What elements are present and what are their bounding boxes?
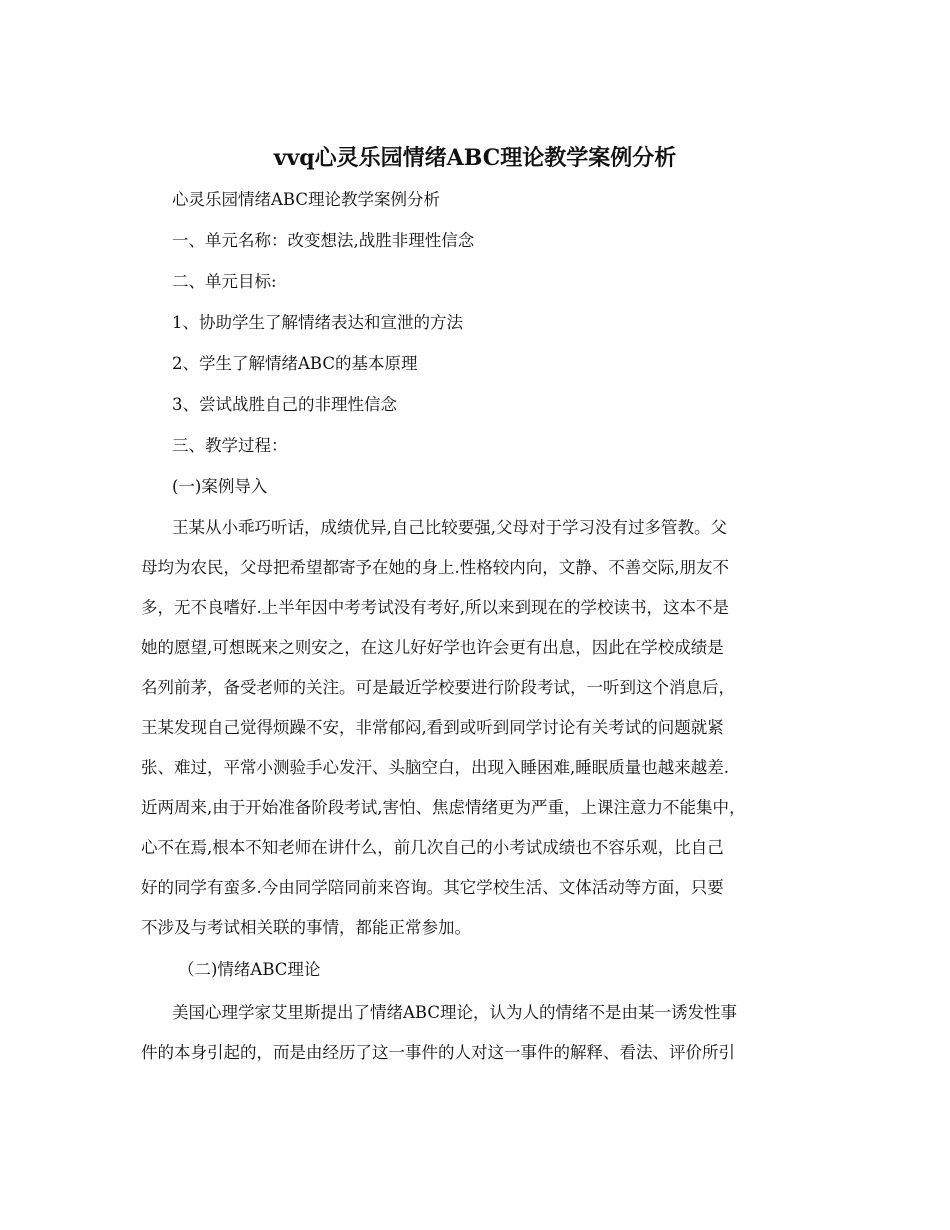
unit-name: 一、单元名称：改变想法,战胜非理性信念	[172, 231, 475, 250]
case-paragraph-line: 王某从小乖巧听话，成绩优异,自己比较要强,父母对于学习没有过多管教。父	[172, 518, 727, 537]
goal-item: 3、尝试战胜自己的非理性信念	[172, 395, 397, 414]
theory-paragraph-line: 件的本身引起的，而是由经历了这一事件的人对这一事件的解释、看法、评价所引	[141, 1043, 735, 1062]
case-paragraph-line: 她的愿望,可想既来之则安之，在这儿好好学也许会更有出息，因此在学校成绩是	[141, 638, 724, 657]
case-paragraph-line: 不涉及与考试相关联的事情，都能正常参加。	[141, 918, 471, 937]
goal-item: 2、学生了解情绪ABC的基本原理	[172, 354, 418, 373]
section-heading-case: (一)案例导入	[172, 477, 268, 496]
section-heading-theory: （二)情绪ABC理论	[178, 960, 321, 979]
case-paragraph-line: 近两周来,由于开始准备阶段考试,害怕、焦虑情绪更为严重，上课注意力不能集中，	[141, 798, 746, 817]
case-paragraph-line: 张、难过，平常小测验手心发汗、头脑空白，出现入睡困难,睡眠质量也越来越差.	[141, 758, 729, 777]
subtitle: 心灵乐园情绪ABC理论教学案例分析	[172, 190, 440, 209]
case-paragraph-line: 母均为农民，父母把希望都寄予在她的身上.性格较内向，文静、不善交际,朋友不	[141, 558, 729, 577]
case-paragraph-line: 多，无不良嗜好.上半年因中考考试没有考好,所以来到现在的学校读书，这本不是	[141, 598, 729, 617]
case-paragraph-line: 好的同学有蛮多.今由同学陪同前来咨询。其它学校生活、文体活动等方面，只要	[141, 878, 724, 897]
goal-item: 1、协助学生了解情绪表达和宣泄的方法	[172, 313, 463, 332]
document-title: vvq心灵乐园情绪ABC理论教学案例分析	[273, 145, 677, 171]
unit-goals-heading: 二、单元目标:	[172, 272, 277, 291]
case-paragraph-line: 名列前茅，备受老师的关注。可是最近学校要进行阶段考试，一听到这个消息后，	[141, 678, 735, 697]
theory-paragraph-line: 美国心理学家艾里斯提出了情绪ABC理论，认为人的情绪不是由某一诱发性事	[172, 1003, 737, 1022]
case-paragraph-line: 心不在焉,根本不知老师在讲什么，前几次自己的小考试成绩也不容乐观，比自己	[141, 838, 724, 857]
case-paragraph-line: 王某发现自己觉得烦躁不安，非常郁闷,看到或听到同学讨论有关考试的问题就紧	[141, 718, 724, 737]
process-heading: 三、教学过程：	[172, 436, 288, 455]
